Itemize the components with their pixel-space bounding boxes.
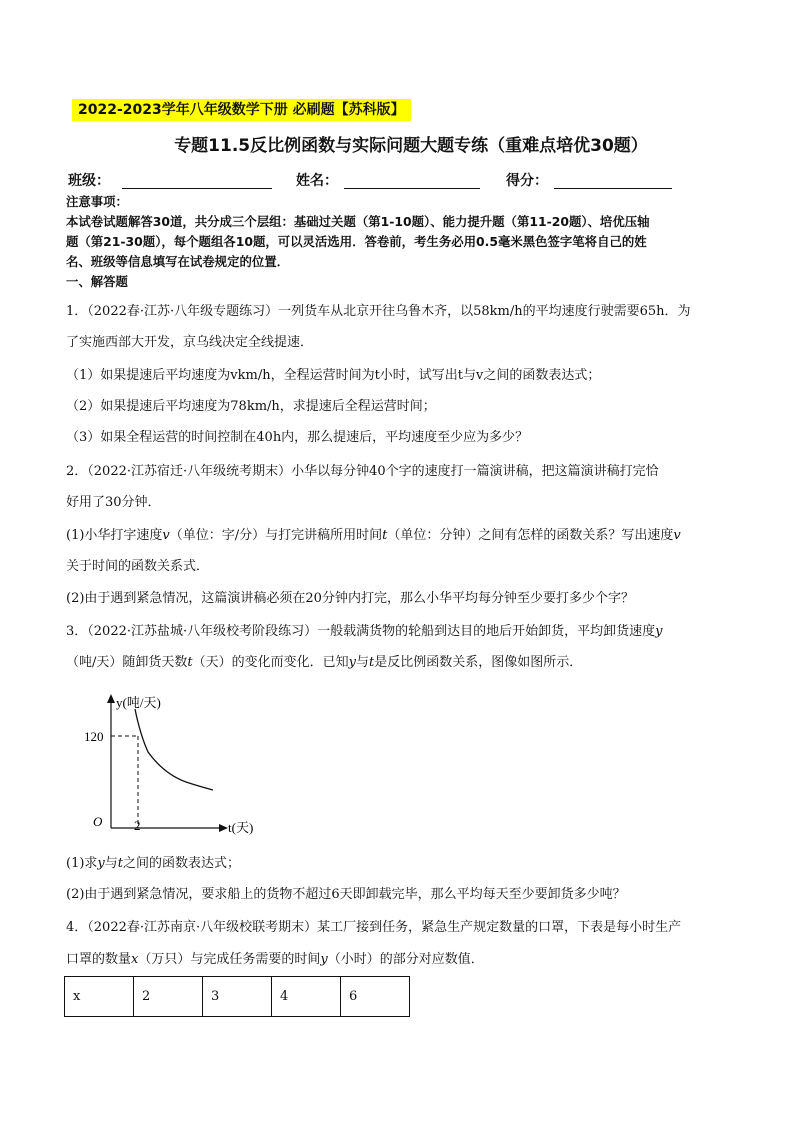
student-info-row xyxy=(68,170,728,192)
y-axis-arrow xyxy=(107,694,115,703)
q1-sub-3: （3）如果全程运营的时间控制在40h内，那么提速后，平均速度至少应为多少？ xyxy=(66,430,529,445)
y-tick-label: 120 xyxy=(84,729,104,744)
origin-label: O xyxy=(93,814,103,829)
q2-sub-1: (1)小华打字速度v（单位：字/分）与打完讲稿所用时间t（单位：分钟）之间有怎样的函数关系？写出速度v xyxy=(66,528,681,543)
q4-line-2: 口罩的数量x（万只）与完成任务需要的时间y（小时）的部分对应数值． xyxy=(66,952,484,967)
notice-line-3: 名、班级等信息填写在试卷规定的位置． xyxy=(66,254,290,269)
page-title: 专题11.5反比例函数与实际问题大题专练（重难点培优30题） xyxy=(174,136,648,156)
x-axis-label: t(天) xyxy=(228,820,254,835)
name-blank[interactable] xyxy=(344,188,480,189)
y-axis-label: y(吨/天) xyxy=(116,695,161,710)
table-cell: x xyxy=(65,977,134,1017)
table-cell: 6 xyxy=(341,977,410,1017)
name-label: 姓名： xyxy=(296,173,338,189)
q2-line-1: 2．（2022·江苏宿迁·八年级统考期末）小华以每分钟40个字的速度打一篇演讲稿，把这篇演讲稿打完恰 xyxy=(66,464,659,479)
q3-line-1: 3．（2022·江苏盐城·八年级校考阶段练习）一般载满货物的轮船到达目的地后开始卸货，平均卸货速度y xyxy=(66,624,663,639)
section-heading: 一、解答题 xyxy=(66,274,128,289)
q2-line-2: 好用了30分钟． xyxy=(66,495,161,510)
q2-sub-1-cont: 关于时间的函数关系式． xyxy=(66,559,210,574)
x-tick-label: 2 xyxy=(134,818,141,833)
q1-line-1: 1．（2022春·江苏·八年级专题练习）一列货车从北京开往乌鲁木齐，以58km/h的平均速度行驶需要65h．为 xyxy=(66,304,691,319)
class-label: 班级： xyxy=(68,173,110,189)
notice-heading: 注意事项： xyxy=(66,194,128,209)
q2-sub-2: (2)由于遇到紧急情况，这篇演讲稿必须在20分钟内打完，那么小华平均每分钟至少要打多少个字？ xyxy=(66,591,634,606)
table-cell: 3 xyxy=(203,977,272,1017)
class-blank[interactable] xyxy=(122,188,272,189)
table-cell: 4 xyxy=(272,977,341,1017)
q3-sub-1: (1)求y与t之间的函数表达式； xyxy=(66,856,241,871)
hyperbola-curve xyxy=(135,709,213,790)
q4-line-1: 4．（2022春·江苏南京·八年级校联考期末）某工厂接到任务，紧急生产规定数量的口罩，下表是每小时生产 xyxy=(66,920,682,935)
q3-sub-2: (2)由于遇到紧急情况，要求船上的货物不超过6天即卸载完毕，那么平均每天至少要卸货多少吨？ xyxy=(66,887,626,902)
score-blank[interactable] xyxy=(554,188,672,189)
x-axis-arrow xyxy=(219,824,228,832)
q4-value-table xyxy=(64,976,410,1017)
q3-line-2: （吨/天）随卸货天数t（天）的变化而变化．已知y与t是反比例函数关系，图像如图所示． xyxy=(66,655,583,670)
table-cell: 2 xyxy=(134,977,203,1017)
q1-line-2: 了实施西部大开发，京乌线决定全线提速． xyxy=(66,335,314,350)
series-badge: 2022-2023学年八年级数学下册 必刷题【苏科版】 xyxy=(72,99,411,121)
notice-line-2: 题（第21-30题），每个题组各10题，可以灵活选用．答卷前，考生务必用0.5毫米黑色签字笔将自己的姓 xyxy=(66,234,647,249)
score-label: 得分： xyxy=(506,173,548,189)
q1-sub-1: （1）如果提速后平均速度为vkm/h，全程运营时间为t小时，试写出t与v之间的函数表达式； xyxy=(66,368,601,383)
q1-sub-2: （2）如果提速后平均速度为78km/h，求提速后全程运营时间； xyxy=(66,399,436,414)
inverse-proportion-graph xyxy=(76,690,266,840)
notice-line-1: 本试卷试题解答30道，共分成三个层组：基础过关题（第1-10题）、能力提升题（第11-20题）、培优压轴 xyxy=(66,214,650,229)
table-row xyxy=(65,977,410,1017)
